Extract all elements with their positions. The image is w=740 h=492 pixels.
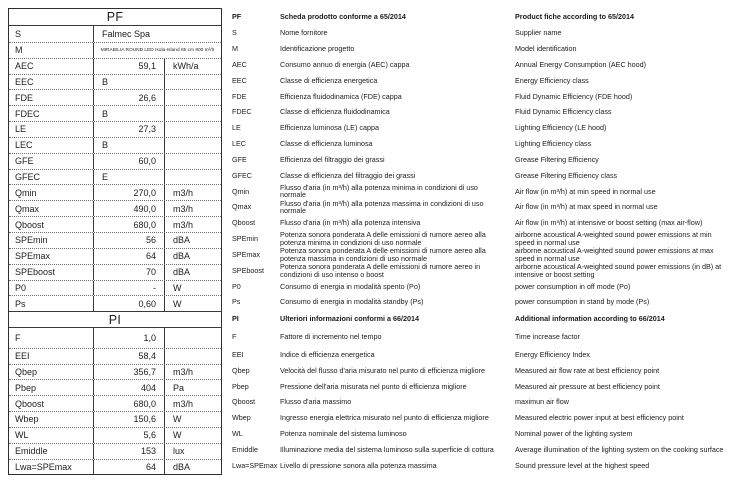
- desc-english-cell: Measured electric power input at best efficiency point: [515, 413, 684, 423]
- row-unit-cell: [164, 154, 221, 169]
- row-code-cell: LEC: [15, 140, 33, 151]
- row-value-cell: B: [93, 106, 164, 121]
- desc-code-cell: GFEC: [232, 170, 252, 180]
- desc-code-cell: Qbep: [232, 365, 250, 375]
- section-code-label: PI: [108, 312, 122, 327]
- desc-code-cell: AEC: [232, 59, 247, 69]
- desc-italian-cell: Potenza nominale del sistema luminoso: [280, 429, 407, 439]
- spec-table-row: [9, 379, 221, 395]
- desc-italian-cell: Flusso d'aria (in m³/h) alla potenza massima in condizioni di uso normale: [280, 198, 484, 216]
- desc-english-cell: Lighting Efficiency (LE hood): [515, 123, 607, 133]
- row-code-cell: GFEC: [15, 172, 41, 183]
- description-row: [222, 263, 734, 279]
- row-unit-cell: W: [164, 412, 221, 427]
- row-code-cell: P0: [15, 282, 27, 293]
- desc-italian-cell: Ingresso energia elettrica misurato nel punto di efficienza migliore: [280, 413, 489, 423]
- row-code-cell: S: [15, 28, 22, 39]
- row-value-cell: 26,6: [93, 90, 164, 105]
- row-unit-cell: [164, 349, 221, 364]
- desc-english-cell: Grease Filtering Efficiency class: [515, 170, 618, 180]
- desc-code-cell: GFE: [232, 154, 247, 164]
- row-value-cell: Falmec Spa: [93, 26, 221, 42]
- desc-english-cell: Annual Energy Consumption (AEC hood): [515, 59, 647, 69]
- row-code-cell: WL: [15, 430, 29, 441]
- desc-italian-cell: Identificazione progetto: [280, 43, 355, 53]
- desc-code-cell: F: [232, 332, 237, 342]
- spec-table-row: [9, 395, 221, 411]
- row-code-cell: FDEC: [15, 108, 40, 119]
- desc-italian-cell: Nome fornitore: [280, 28, 328, 38]
- desc-code-cell: M: [232, 43, 238, 53]
- desc-english-cell: Average illumination of the lighting system on the cooking surface: [515, 444, 724, 454]
- row-code-cell: SPEmax: [15, 251, 51, 262]
- spec-table-row: [9, 42, 221, 58]
- spec-table-row: [9, 153, 221, 169]
- description-row: [222, 152, 734, 168]
- desc-code-cell: SPEmax: [232, 249, 260, 259]
- desc-italian-cell: Indice di efficienza energetica: [280, 349, 375, 359]
- spec-table-row: [9, 105, 221, 121]
- row-code-cell: GFE: [15, 156, 34, 167]
- spec-table-row: [9, 232, 221, 248]
- spec-table-row: [9, 427, 221, 443]
- spec-table-row: [9, 280, 221, 296]
- desc-english-cell: Time increase factor: [515, 332, 580, 342]
- description-row: [222, 294, 734, 310]
- product-fiche-sheet: [8, 8, 734, 475]
- spec-table-row: [9, 216, 221, 232]
- desc-italian-cell: Consumo annuo di energia (AEC) cappa: [280, 59, 410, 69]
- desc-italian-cell: Classe di efficienza luminosa: [280, 139, 373, 149]
- row-code-cell: M: [15, 45, 23, 56]
- row-code-cell: Qbep: [15, 366, 38, 377]
- desc-code-cell: Ps: [232, 297, 241, 307]
- row-code-cell: Lwa=SPEmax: [15, 462, 72, 473]
- row-code-cell: Emiddle: [15, 446, 48, 457]
- row-unit-cell: lux: [164, 444, 221, 459]
- description-row: [222, 104, 734, 120]
- description-row: [222, 88, 734, 104]
- spec-table-row: [9, 184, 221, 200]
- row-code-cell: F: [15, 332, 21, 343]
- row-value-cell: B: [93, 138, 164, 153]
- row-value-cell: 490,0: [93, 201, 164, 216]
- row-unit-cell: [164, 170, 221, 185]
- spec-table-row: [9, 74, 221, 90]
- description-row: [222, 363, 734, 379]
- desc-code-cell: Qboost: [232, 397, 256, 407]
- description-row: [222, 458, 734, 474]
- row-unit-cell: [164, 106, 221, 121]
- desc-italian-cell: Velocità del flusso d'aria misurato nel punto di efficienza migliore: [280, 365, 485, 375]
- desc-italian-cell: Efficienza fluidodinamica (FDE) cappa: [280, 91, 402, 101]
- description-row: [222, 279, 734, 295]
- desc-italian-cell: Livello di pressione sonora alla potenza massima: [280, 460, 437, 470]
- desc-italian-cell: Classe di efficienza del filtraggio dei grassi: [280, 170, 416, 180]
- desc-italian-cell: Potenza sonora ponderata A delle emissioni di rumore aereo alla potenza minima in condizioni di uso normale: [280, 230, 486, 247]
- desc-italian-cell: Potenza sonora ponderata A delle emissioni di rumore aereo in condizioni di uso intenso o boost: [280, 261, 481, 279]
- desc-italian-cell: Efficienza luminosa (LE) cappa: [280, 123, 379, 133]
- desc-italian-cell: Illuminazione media del sistema luminoso sulla superficie di cottura: [280, 444, 494, 454]
- desc-code-label: PF: [232, 11, 242, 21]
- row-unit-cell: [164, 75, 221, 90]
- desc-italian-cell: Flusso d'aria (in m³/h) alla potenza intensiva: [280, 218, 421, 228]
- row-value-cell: 70: [93, 265, 164, 280]
- desc-code-cell: Pbep: [232, 381, 249, 391]
- desc-code-cell: EEI: [232, 349, 244, 359]
- desc-english-cell: Energy Efficiency Index: [515, 349, 590, 359]
- row-code-cell: Pbep: [15, 382, 37, 393]
- desc-italian-cell: Flusso d'aria massimo: [280, 397, 352, 407]
- row-value-cell: 680,0: [93, 217, 164, 232]
- description-row: [222, 120, 734, 136]
- section-code-label: PF: [106, 10, 124, 24]
- description-row: [222, 394, 734, 410]
- spec-table-row: [9, 137, 221, 153]
- spec-table-row: [9, 121, 221, 137]
- desc-english-cell: Measured air pressure at best efficiency point: [515, 381, 660, 391]
- row-unit-cell: [164, 138, 221, 153]
- row-unit-cell: [164, 90, 221, 105]
- desc-english-title: Additional information according to 66/2014: [515, 313, 665, 323]
- row-value-cell: 64: [93, 460, 164, 475]
- spec-table-row: [9, 348, 221, 364]
- spec-table-row: [9, 89, 221, 105]
- row-value-cell: 60,0: [93, 154, 164, 169]
- description-row: [222, 215, 734, 231]
- row-value-cell: 356,7: [93, 365, 164, 380]
- desc-code-cell: Qboost: [232, 218, 256, 228]
- description-row: [222, 347, 734, 363]
- row-value-cell: 5,6: [93, 428, 164, 443]
- spec-table-row: [9, 200, 221, 216]
- desc-english-cell: Air flow (in m³/h) at min speed in normal use: [515, 186, 656, 196]
- desc-code-cell: P0: [232, 281, 241, 291]
- desc-english-cell: Fluid Dynamic Efficiency (FDE hood): [515, 91, 633, 101]
- row-unit-cell: m3/h: [164, 201, 221, 216]
- description-row: [222, 73, 734, 89]
- row-value-cell: 27,3: [93, 122, 164, 137]
- desc-english-cell: airborne acoustical A-weighted sound power emissions (in dB) at intensive or boost setting: [515, 261, 722, 279]
- desc-code-cell: SPEmin: [232, 234, 258, 244]
- row-unit-cell: m3/h: [164, 217, 221, 232]
- row-unit-cell: W: [164, 428, 221, 443]
- desc-english-cell: Grease Filtering Efficiency: [515, 154, 599, 164]
- desc-english-cell: Nominal power of the lighting system: [515, 429, 633, 439]
- desc-english-cell: Air flow (in m³/h) at intensive or boost setting (max air-flow): [515, 218, 703, 228]
- desc-code-label: PI: [232, 313, 239, 323]
- row-code-cell: Qboost: [15, 398, 45, 409]
- row-value-cell: 64: [93, 249, 164, 264]
- desc-english-cell: Model identification: [515, 43, 577, 53]
- desc-english-cell: Measured air flow rate at best efficiency point: [515, 365, 660, 375]
- desc-english-cell: Energy Efficiency class: [515, 75, 589, 85]
- row-value-cell: 404: [93, 380, 164, 395]
- row-value-cell: 59,1: [93, 59, 164, 74]
- desc-code-cell: Qmax: [232, 202, 252, 212]
- spec-table-row: [9, 26, 221, 42]
- desc-code-cell: SPEboost: [232, 265, 264, 275]
- row-unit-cell: [164, 328, 221, 348]
- description-row: [222, 199, 734, 215]
- description-row: [222, 231, 734, 247]
- row-unit-cell: m3/h: [164, 365, 221, 380]
- row-code-cell: Ps: [15, 298, 26, 309]
- row-code-cell: EEC: [15, 76, 34, 87]
- desc-italian-cell: Consumo di energia in modalità spento (Po): [280, 281, 421, 291]
- desc-italian-title: Scheda prodotto conforme a 65/2014: [280, 11, 406, 21]
- desc-italian-cell: Consumo di energia in modalità standby (Ps): [280, 297, 424, 307]
- desc-code-cell: Emiddle: [232, 444, 258, 454]
- desc-code-cell: S: [232, 28, 237, 38]
- desc-english-cell: Lighting Efficiency class: [515, 139, 592, 149]
- spec-table-row: [9, 328, 221, 348]
- desc-english-cell: Air flow (in m³/h) at max speed in normal use: [515, 202, 658, 212]
- desc-italian-title: Ulteriori informazioni conformi a 66/2014: [280, 313, 419, 323]
- row-code-cell: SPEboost: [15, 267, 56, 278]
- description-row: [222, 247, 734, 263]
- description-row: [222, 410, 734, 426]
- desc-italian-cell: Fattore di incremento nel tempo: [280, 332, 382, 342]
- desc-english-cell: Supplier name: [515, 28, 562, 38]
- row-unit-cell: Pa: [164, 380, 221, 395]
- row-unit-cell: dBA: [164, 233, 221, 248]
- desc-english-title: Product fiche according to 65/2014: [515, 11, 635, 21]
- desc-english-cell: Fluid Dynamic Efficiency class: [515, 107, 612, 117]
- description-row: [222, 136, 734, 152]
- spec-table-row: [9, 169, 221, 185]
- desc-code-cell: FDEC: [232, 107, 252, 117]
- spec-table-row: [9, 264, 221, 280]
- row-code-cell: Qboost: [15, 219, 45, 230]
- description-section-header: [222, 8, 734, 25]
- row-value-cell: E: [93, 170, 164, 185]
- desc-code-cell: Wbep: [232, 413, 251, 423]
- spec-table-row: [9, 248, 221, 264]
- spec-table-row: [9, 459, 221, 475]
- spec-table-row: [9, 364, 221, 380]
- desc-code-cell: LE: [232, 123, 241, 133]
- row-unit-cell: W: [164, 296, 221, 311]
- desc-code-cell: WL: [232, 429, 243, 439]
- description-row: [222, 426, 734, 442]
- desc-code-cell: Lwa=SPEmax: [232, 460, 278, 470]
- desc-english-cell: power consumption in off mode (Po): [515, 281, 631, 291]
- desc-code-cell: Qmin: [232, 186, 250, 196]
- desc-code-cell: FDE: [232, 91, 247, 101]
- row-code-cell: LE: [15, 124, 27, 135]
- description-row: [222, 442, 734, 458]
- row-value-cell: 0,60: [93, 296, 164, 311]
- description-row: [222, 41, 734, 57]
- desc-italian-cell: Flusso d'aria (in m³/h) alla potenza minima in condizioni di uso normale: [280, 182, 478, 200]
- left-table-section-header: [9, 9, 221, 26]
- row-unit-cell: dBA: [164, 265, 221, 280]
- row-value-cell: 56: [93, 233, 164, 248]
- description-section-header: [222, 310, 734, 327]
- desc-english-cell: airborne acoustical A-weighted sound power emissions at min speed in normal use: [515, 230, 712, 247]
- desc-italian-cell: Classe di efficienza energetica: [280, 75, 378, 85]
- desc-code-cell: LEC: [232, 139, 246, 149]
- desc-italian-cell: Classe di efficienza fluidodinamica: [280, 107, 390, 117]
- row-code-cell: EEI: [15, 351, 30, 362]
- row-value-cell: 150,6: [93, 412, 164, 427]
- row-code-cell: Qmin: [15, 187, 37, 198]
- row-value-cell: -: [93, 281, 164, 296]
- row-value-cell: B: [93, 75, 164, 90]
- row-code-cell: SPEmin: [15, 235, 48, 246]
- row-unit-cell: [164, 122, 221, 137]
- row-unit-cell: W: [164, 281, 221, 296]
- spec-table-row: [9, 58, 221, 74]
- row-code-cell: Qmax: [15, 203, 40, 214]
- row-value-cell: MIRABILIA ROUND LED Isola-Island 85 cm 800 m³/h: [93, 43, 221, 58]
- spec-table-row: [9, 443, 221, 459]
- row-unit-cell: dBA: [164, 460, 221, 475]
- row-unit-cell: dBA: [164, 249, 221, 264]
- row-value-cell: 153: [93, 444, 164, 459]
- spec-descriptions-section: [222, 8, 734, 475]
- row-unit-cell: m3/h: [164, 396, 221, 411]
- desc-english-cell: airborne acoustical A-weighted sound power emissions at max speed in normal use: [515, 246, 714, 263]
- description-row: [222, 57, 734, 73]
- description-row: [222, 25, 734, 41]
- spec-table-row: [9, 295, 221, 311]
- row-unit-cell: kWh/a: [164, 59, 221, 74]
- row-value-cell: 58,4: [93, 349, 164, 364]
- row-value-cell: 680,0: [93, 396, 164, 411]
- row-code-cell: Wbep: [15, 414, 39, 425]
- desc-italian-cell: Efficienza del filtraggio dei grassi: [280, 154, 385, 164]
- description-row: [222, 378, 734, 394]
- row-code-cell: FDE: [15, 92, 33, 103]
- description-row: [222, 327, 734, 347]
- description-row: [222, 168, 734, 184]
- desc-english-cell: power consumption in stand by mode (Ps): [515, 297, 650, 307]
- desc-italian-cell: Pressione dell'aria misurata nel punto di efficienza migliore: [280, 381, 467, 391]
- desc-english-cell: maximun air flow: [515, 397, 569, 407]
- desc-code-cell: EEC: [232, 75, 247, 85]
- spec-values-table: [8, 8, 222, 475]
- row-code-cell: AEC: [15, 61, 34, 72]
- desc-italian-cell: Potenza sonora ponderata A delle emissioni di rumore aereo alla potenza massima in condizioni di uso normale: [280, 246, 486, 263]
- left-table-section-header: [9, 311, 221, 328]
- row-value-cell: 1,0: [93, 328, 164, 348]
- desc-english-cell: Sound pressure level at the highest speed: [515, 460, 650, 470]
- row-value-cell: 270,0: [93, 185, 164, 200]
- row-unit-cell: m3/h: [164, 185, 221, 200]
- description-row: [222, 183, 734, 199]
- spec-table-row: [9, 411, 221, 427]
